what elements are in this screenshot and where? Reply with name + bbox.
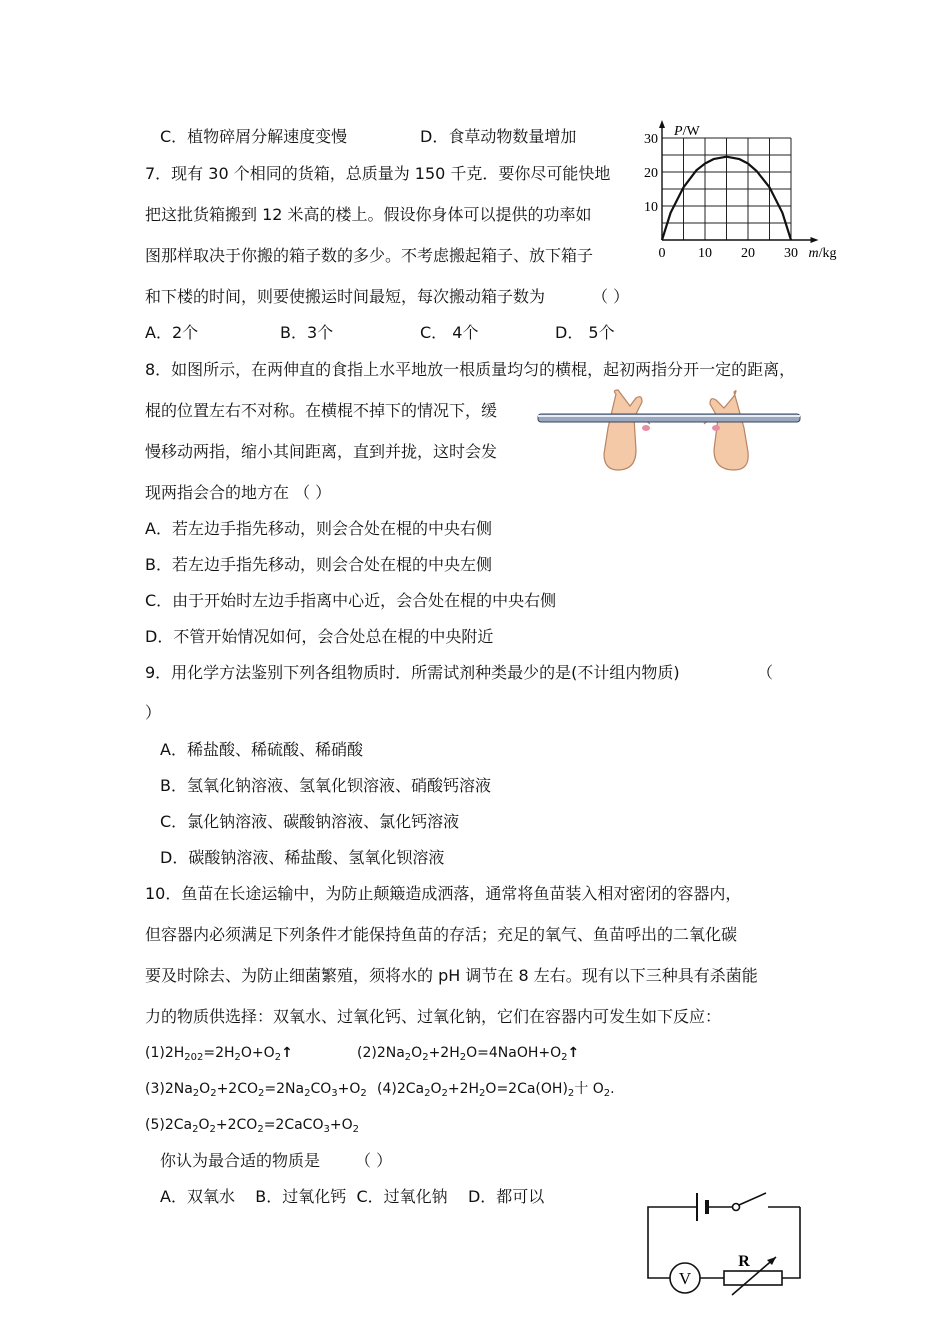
y-tick-label: 30 <box>644 132 658 147</box>
y-tick-label: 10 <box>644 200 658 215</box>
q10-line-2: 但容器内必须满足下列条件才能保持鱼苗的存活；充足的氧气、鱼苗呼出的二氧化碳 <box>145 925 738 944</box>
x-tick-label: 10 <box>698 246 712 261</box>
voltmeter-label: V <box>678 1269 692 1288</box>
circuit-diagram <box>640 1185 810 1300</box>
y-axis-arrow <box>659 120 665 128</box>
q9-line-1: 9．用化学方法鉴别下列各组物质时．所需试剂种类最少的是(不计组内物质) <box>145 663 680 682</box>
stick-on-fingers-figure <box>538 388 800 474</box>
y-tick-label: 20 <box>644 166 658 181</box>
power-mass-chart <box>640 115 837 265</box>
q8-option-a: A．若左边手指先移动，则会合处在棍的中央右侧 <box>145 519 492 538</box>
q9-paren-close: ） <box>145 703 162 722</box>
right-hand-icon <box>704 391 748 470</box>
q9-paren-open: （ <box>757 663 774 682</box>
q10-options: A．双氧水 B．过氧化钙 C．过氧化钠 D．都可以 <box>160 1187 545 1206</box>
q7-answer-paren: （ ） <box>592 287 630 306</box>
q7-line-1: 7．现有 30 个相同的货箱，总质量为 150 千克．要你尽可能快地 <box>145 164 611 183</box>
reaction-5: $(5)2Ca_2O_2+2CO_2=2CaCO_3+O_2$ <box>145 1117 359 1135</box>
q9-option-c: C．氯化钠溶液、碳酸钠溶液、氯化钙溶液 <box>160 812 460 831</box>
resistor-label: R <box>738 1253 750 1270</box>
q7-option-a: A．2个 <box>145 323 199 342</box>
q8-option-c: C．由于开始时左边手指离中心近，会合处在棍的中央右侧 <box>145 591 557 610</box>
q7-option-c: C． 4个 <box>420 323 479 342</box>
x-tick-label: 30 <box>784 246 798 261</box>
reaction-1: $(1)2H_{202}=2H_2O+O_2↑$ <box>145 1045 293 1063</box>
q6-option-c: C．植物碎屑分解速度变慢 <box>160 127 348 146</box>
switch-blade <box>739 1193 766 1205</box>
q8-line-3: 慢移动两指，缩小其间距离，直到并拢，这时会发 <box>145 442 498 461</box>
q9-option-d: D．碳酸钠溶液、稀盐酸、氢氧化钡溶液 <box>160 848 445 867</box>
q6-option-d: D．食草动物数量增加 <box>420 127 577 146</box>
x-tick-label: 20 <box>741 246 755 261</box>
q8-line-2: 棍的位置左右不对称。在横棍不掉下的情况下，缓 <box>145 401 498 420</box>
q7-option-b: B．3个 <box>280 323 334 342</box>
q9-option-a: A．稀盐酸、稀硫酸、稀硝酸 <box>160 740 363 759</box>
q10-line-4: 力的物质供选择：双氧水、过氧化钙、过氧化钠，它们在容器内可发生如下反应： <box>145 1007 722 1026</box>
q8-line-4: 现两指会合的地方在 （ ） <box>145 483 332 502</box>
reaction-4: $(4)2Ca_2O_2+2H_2O=2Ca(OH)_2$十 $O_2$. <box>377 1081 615 1099</box>
q8-option-b: B．若左边手指先移动，则会合处在棍的中央左侧 <box>145 555 492 574</box>
q8-option-d: D．不管开始情况如何，会合处总在棍的中央附近 <box>145 627 494 646</box>
x-axis-label: m/kg <box>808 246 837 261</box>
x-tick-label: 0 <box>658 246 666 261</box>
q8-line-1: 8．如图所示，在两伸直的食指上水平地放一根质量均匀的横棍，起初两指分开一定的距离， <box>145 360 796 379</box>
x-axis-arrow <box>811 237 819 243</box>
q7-line-4: 和下楼的时间，则要使搬运时间最短，每次搬动箱子数为 <box>145 287 546 306</box>
q7-option-d: D． 5个 <box>555 323 615 342</box>
q10-line-1: 10．鱼苗在长途运输中，为防止颠簸造成洒落，通常将鱼苗装入相对密闭的容器内， <box>145 884 742 903</box>
reaction-3: $(3)2Na_2O_2+2CO_2=2Na_2CO_3+O_2$ <box>145 1081 367 1099</box>
reaction-2: $(2)2Na_2O_2+2H_2O=4NaOH+O_2↑$ <box>357 1045 580 1063</box>
left-hand-icon <box>604 390 650 470</box>
q10-question: 你认为最合适的物质是 <box>160 1151 321 1170</box>
q10-answer-paren: （ ） <box>355 1151 393 1170</box>
resistor-icon <box>724 1271 782 1285</box>
q10-line-3: 要及时除去、为防止细菌繁殖，须将水的 pH 调节在 8 左右。现有以下三种具有杀菌能 <box>145 966 758 985</box>
y-axis-label: P/W <box>674 124 700 139</box>
switch-pivot <box>733 1204 740 1211</box>
q7-line-2: 把这批货箱搬到 12 米高的楼上。假设你身体可以提供的功率如 <box>145 205 592 224</box>
q9-option-b: B．氢氧化钠溶液、氢氧化钡溶液、硝酸钙溶液 <box>160 776 491 795</box>
q7-line-3: 图那样取决于你搬的箱子数的多少。不考虑搬起箱子、放下箱子 <box>145 246 594 265</box>
